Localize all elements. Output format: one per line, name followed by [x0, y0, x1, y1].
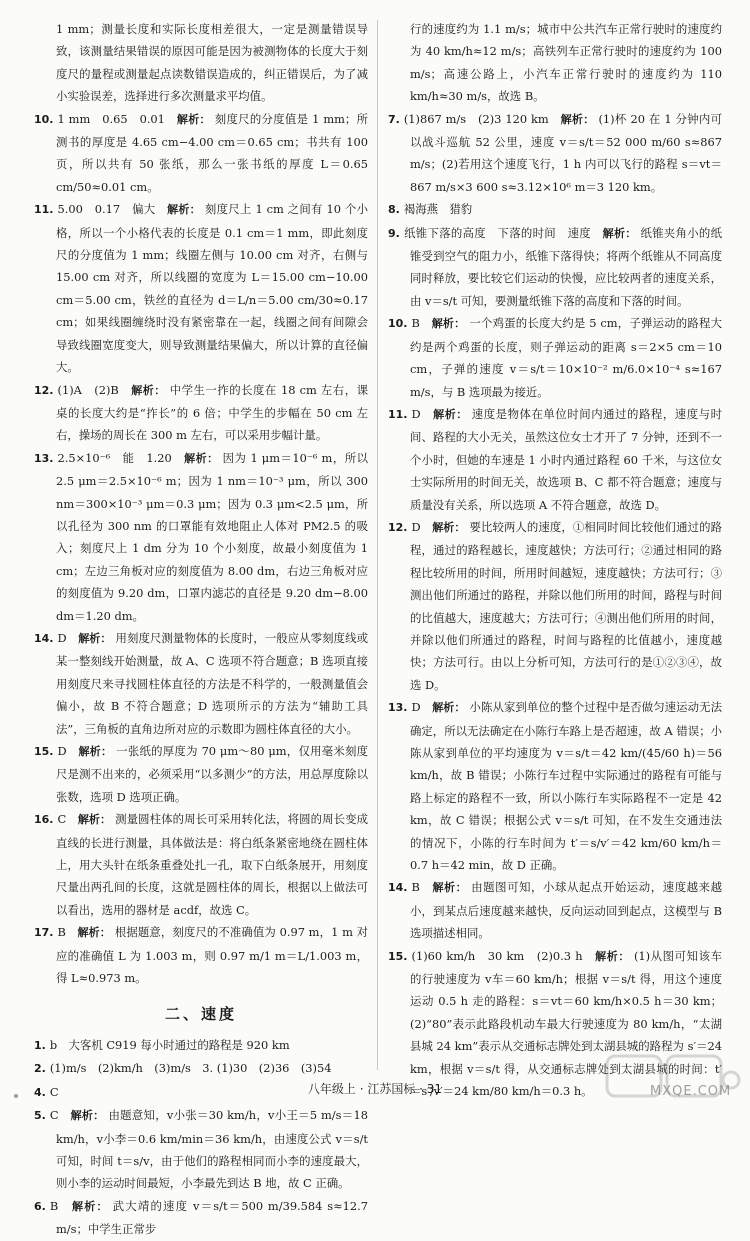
analysis-text: 大客机 C919 每小时通过的路程是 920 km: [68, 1037, 290, 1052]
analysis-label: 解析：: [167, 203, 201, 217]
analysis-label: 解析：: [77, 926, 111, 940]
answer-item: [34, 808, 368, 921]
item-number: 11.: [388, 407, 408, 421]
analysis-text: 由题意知，v小张＝30 km/h，v小王＝5 m/s＝18 km/h，v小李＝0.6 km/min＝36 km/h，由速度公式 v＝s/t 可知，时间 t＝s/v，由于他们的路程相同而小李的速度最大，则小李的运动时间最短，小李最先到达 B 地，故 C 正确。: [56, 1108, 368, 1191]
analysis-text: 一张纸的厚度为 70 μm～80 μm，仅用毫米刻度尺是测不出来的，必须采用“以多测少”的方法，用总厚度除以张数，选项 D 选项正确。: [56, 744, 368, 804]
analysis-label: 解析：: [184, 451, 219, 465]
item-number: 14.: [388, 881, 408, 895]
analysis-label: 解析：: [433, 407, 468, 421]
item-answer: B: [411, 880, 420, 895]
answer-item: [34, 447, 368, 627]
item-number: 9.: [388, 226, 400, 240]
item-answer: D: [57, 744, 67, 758]
item-number: 13.: [388, 701, 408, 715]
right-answer-list: [388, 108, 722, 1103]
answer-item: [34, 1034, 368, 1057]
item-number: 5.: [34, 1109, 46, 1123]
item-answer: C: [57, 812, 67, 827]
item-answer: (1)867 m/s (2)3 120 km: [403, 111, 549, 126]
analysis-text: 刻度尺的分度值是 1 mm；所测书的厚度是 4.65 cm−4.00 cm＝0.65 cm；书共有 100 页，所以共有 50 张纸，那么一张书纸的厚度 L＝0.65 cm/50≈0.01 cm。: [56, 111, 368, 194]
answer-item: [388, 403, 722, 516]
item-number: 8.: [388, 203, 400, 217]
right-top-continuation: 行的速度约为 1.1 m/s；城市中公共汽车正常行驶时的速度约为 40 km/h≈12 m/s；高铁列车正常行驶时的速度约为 100 m/s；高速公路上，小汽车正常行驶时的速度约为 110 km/h≈30 m/s，故选 B。: [410, 22, 722, 104]
item-number: 11.: [34, 203, 54, 217]
answer-item: [34, 921, 368, 989]
item-answer: 5.00 0.17 偏大: [57, 202, 156, 217]
watermark-text: MXQE.COM: [650, 1084, 732, 1099]
answer-item: [34, 1195, 368, 1241]
item-number: 16.: [34, 813, 54, 827]
analysis-text: 因为 1 μm＝10⁻⁶ m，所以 2.5 μm＝2.5×10⁻⁶ m；因为 1 nm＝10⁻³ μm，所以 300 nm＝300×10⁻³ μm＝0.3 μm；因为 0.3 μm<2.5 μm，所以孔径为 300 nm 的口罩能有效地阻止人体对 PM2.5 的吸入；刻度尺上 1 dm 分为 10 个小刻度，故最小刻度值为 1 cm；左边三角板对应的刻度值为 8.00 dm，右边三角板对应的刻度值为 9.20 dm，口罩内滤芯的直径是 9.20 dm−8.00 dm＝1.20 dm。: [56, 450, 368, 623]
answer-item: [388, 108, 722, 199]
item-answer: b: [49, 1037, 58, 1052]
item-number: 4.: [34, 1085, 46, 1099]
analysis-label: 解析：: [560, 112, 595, 126]
section-title: 二、速度: [164, 1005, 237, 1024]
analysis-text: 测量圆柱体的周长可采用转化法，将圆的周长变成直线的长进行测量，具体做法是：将白纸条紧密地绕在圆柱体上，用大头针在纸条重叠处扎一孔，取下白纸条展开，用刻度尺量出两孔间的长度，这就是圆柱体的周长，根据以上做法可以看出，选用的器材是 acdf，故选 C。: [56, 812, 368, 917]
item-number: 12.: [34, 383, 54, 397]
answer-item: [34, 198, 368, 378]
answer-item: [388, 222, 722, 313]
analysis-label: 解析：: [432, 701, 466, 715]
item-number: 14.: [34, 631, 54, 645]
item-answer: B: [57, 925, 66, 940]
item-number: 10.: [388, 317, 408, 331]
column-divider: [377, 20, 378, 1070]
item-answer: 2.5×10⁻⁶ 能 1.20: [57, 450, 172, 465]
item-number: 15.: [388, 949, 408, 963]
analysis-text: 武大靖的速度 v＝s/t＝500 m/39.584 s≈12.7 m/s；中学生正常步: [56, 1198, 369, 1237]
analysis-label: 解析：: [176, 112, 211, 126]
analysis-text: 一个鸡蛋的长度大约是 5 cm，子弹运动的路程大约是两个鸡蛋的长度，则子弹运动的距离 s＝2×5 cm＝10 cm，子弹的速度 v＝s/t＝10×10⁻² m/6.0×10⁻⁴ s≈167 m/s，与 B 选项最为接近。: [410, 316, 722, 399]
analysis-text: 速度是物体在单位时间内通过的路程，速度与时间、路程的大小无关，虽然这位女士才开了 7 分钟，还到不一个小时，但她的车速是 1 小时内通过路程 60 千米，与这位女士实际所用的时间无关，故选项 B、C 都不符合题意；速度与质量没有关系，所以选项 A 不符合题意，故选 D。: [410, 406, 722, 512]
analysis-label: 解析：: [432, 881, 468, 895]
item-answer: (1)A (2)B: [57, 382, 119, 397]
answer-item: [34, 627, 368, 740]
answer-item: [388, 876, 722, 944]
analysis-text: (1)从图可知该车的行驶速度为 v车＝60 km/h；根据 v＝s/t 得，用这个速度运动 0.5 h 走的路程：s＝vt＝60 km/h×0.5 h＝30 km；(2)“80”表示此路段机动车最大行驶速度为 80 km/h，“太湖县城 24 km”表示从交通标志牌处到太湖县城的路程为 s′＝24 km，根据 v＝s/t 得，从交通标志牌处到太湖县城的时间：t′＝s′/v′＝24 km/80 km/h＝0.3 h。: [410, 948, 722, 1099]
item-answer: C: [49, 1108, 59, 1123]
analysis-label: 解析：: [131, 383, 166, 397]
answer-item: [34, 1104, 368, 1195]
item-answer: 纸锥下落的高度 下落的时间 速度: [403, 225, 591, 240]
analysis-text: 用刻度尺测量物体的长度时，一般应从零刻度线或某一整刻线开始测量，故 A、C 选项不符合题意；B 选项直接用刻度尺来寻找圆柱体直径的方法是不科学的，一般测量值会偏小，故 B 不符合题意；D 选项所示的方法为“辅助工具法”，三角板的直角边所对应的示数即为圆柱体直径的大小。: [56, 630, 368, 736]
analysis-text: (1)杯 20 在 1 分钟内可以战斗巡航 52 公里，速度 v＝s/t＝52 000 m/60 s≈867 m/s；(2)若用这个速度飞行，1 h 内可以飞行的路程 s＝vt＝867 m/s×3 600 s≈3.12×10⁶ m＝3 120 km。: [410, 111, 722, 194]
item-answer: (1)m/s (2)km/h (3)m/s: [49, 1061, 191, 1076]
item-number: 10.: [34, 112, 54, 126]
answer-item: [388, 516, 722, 696]
item-number: 13.: [34, 451, 54, 465]
item-answer: 褐海燕 猎豹: [403, 202, 473, 217]
analysis-label: 解析：: [78, 631, 112, 645]
analysis-label: 解析：: [431, 317, 466, 331]
item-number: 17.: [34, 926, 54, 940]
item-number: 6.: [34, 1199, 46, 1213]
answer-item: [388, 312, 722, 403]
analysis-text: 根据题意，刻度尺的不准确值为 0.97 m，1 m 对应的准确值 L 为 1.003 m，则 0.97 m/1 m＝L/1.003 m，得 L≈0.973 m。: [56, 925, 369, 986]
answer-item: [388, 696, 722, 876]
answer-item: [388, 198, 722, 221]
item-answer: D: [411, 519, 421, 534]
analysis-text: 小陈从家到单位的整个过程中是否做匀速运动无法确定，所以无法确定在小陈行车路上是否超速，故 A 错误；小陈从家到单位的平均速度为 v＝s/t＝42 km/(45/60 h)＝56 km/h，故 B 错误；小陈行车过程中实际通过的路程有可能与路上标定的路程不一致，所以小陈行车实际路程不一定是 42 km，故 C 错误；根据公式 v＝s/t 可知，在不发生交通违法的情况下，小陈的行车时间为 t′＝s/v′＝42 km/60 km/h＝0.7 h＝42 min，故 D 正确。: [410, 700, 722, 873]
analysis-label: 解析：: [602, 226, 637, 240]
scan-dot: [14, 1094, 18, 1098]
item-number: 1.: [34, 1038, 46, 1052]
item-answer: D: [411, 406, 421, 421]
right-column: [388, 18, 722, 1103]
answer-item: [34, 1057, 368, 1080]
answer-item: [34, 740, 368, 808]
analysis-label: 解析：: [78, 745, 113, 758]
analysis-label: 解析：: [595, 949, 630, 963]
item-answer: D: [57, 630, 67, 645]
item-number: 12.: [388, 520, 408, 534]
analysis-label: 解析：: [432, 520, 466, 534]
answer-item: [34, 108, 368, 199]
item-answer: C: [49, 1084, 59, 1099]
item-number: 15.: [34, 745, 54, 758]
item-number: 7.: [388, 112, 400, 126]
page-footer: 八年级上 · 江苏国标 · 31: [307, 1082, 443, 1096]
analysis-text: 中学生一拃的长度在 18 cm 左右，课桌的长度大约是“拃长”的 6 倍；中学生的步幅在 50 cm 左右，操场的周长在 300 m 左右，可以采用步幅计量。: [56, 382, 368, 443]
analysis-text: 纸锥夹角小的纸锥受到空气的阻力小，纸锥下落得快；将两个纸锥从不同高度同时释放，要比较它们运动的快慢，应比较两者的速度关系，由 v＝s/t 可知，要测量纸锥下落的高度和下落的时间。: [410, 225, 722, 308]
analysis-text: 要比较两人的速度，①相同时间比较他们通过的路程，通过的路程越长，速度越快；方法可行；②通过相同的路程比较所用的时间，所用时间越短，速度越快；方法可行；③测出他们所通过的路程，并除以他们所用的时间，路程与时间的比值越大，速度越大；方法可行；④测出他们所用的时间，并除以他们所通过的路程，时间与路程的比值越小，速度越快；方法可行。由以上分析可知，方法可行的是①②③④，故选 D。: [410, 519, 722, 692]
analysis-label: 解析：: [70, 1109, 105, 1123]
analysis-text: 刻度尺上 1 cm 之间有 10 个小格，所以一个小格代表的长度是 0.1 cm＝1 mm，即此刻度尺的分度值为 1 mm；线圈左侧与 10.00 cm 对齐，右侧与 15.00 cm 对齐，所以线圈的宽度为 L＝15.00 cm−10.00 cm＝5.00 cm，铁丝的直径为 d＝L/n＝5.00 cm/30≈0.17 cm；如果线圈缠绕时没有紧密靠在一起，线圈之间有间隙会导致线圈宽度变大，则导致测量结果偏大，所以计算的直径偏大。: [56, 202, 368, 375]
analysis-text: 3. (1)30 (2)36 (3)54: [202, 1061, 332, 1076]
item-answer: D: [411, 700, 421, 715]
left-answer-list: [34, 108, 368, 990]
analysis-text: 由题图可知，小球从起点开始运动，速度越来越小，到某点后速度越来越快，反向运动回到起点，这模型与 B 选项描述相同。: [410, 880, 722, 941]
item-answer: 1 mm 0.65 0.01: [57, 111, 165, 126]
left-answer-list-2: [34, 1034, 368, 1241]
item-answer: (1)60 km/h 30 km (2)0.3 h: [411, 948, 583, 963]
analysis-label: 解析：: [77, 813, 112, 827]
item-number: 2.: [34, 1062, 46, 1076]
left-top-continuation: 1 mm；测量长度和实际长度相差很大，一定是测量错误导致，该测量结果错误的原因可能是因为被测物体的长度大于刻度尺的量程或测量起点读数错误造成的，纠正错误后，为了减小实验误差，选择进行多次测量求平均值。: [56, 22, 368, 104]
item-answer: B: [49, 1198, 59, 1213]
left-column: [34, 18, 368, 1241]
analysis-label: 解析：: [72, 1199, 109, 1213]
answer-item: [34, 379, 368, 447]
item-answer: B: [411, 316, 420, 331]
